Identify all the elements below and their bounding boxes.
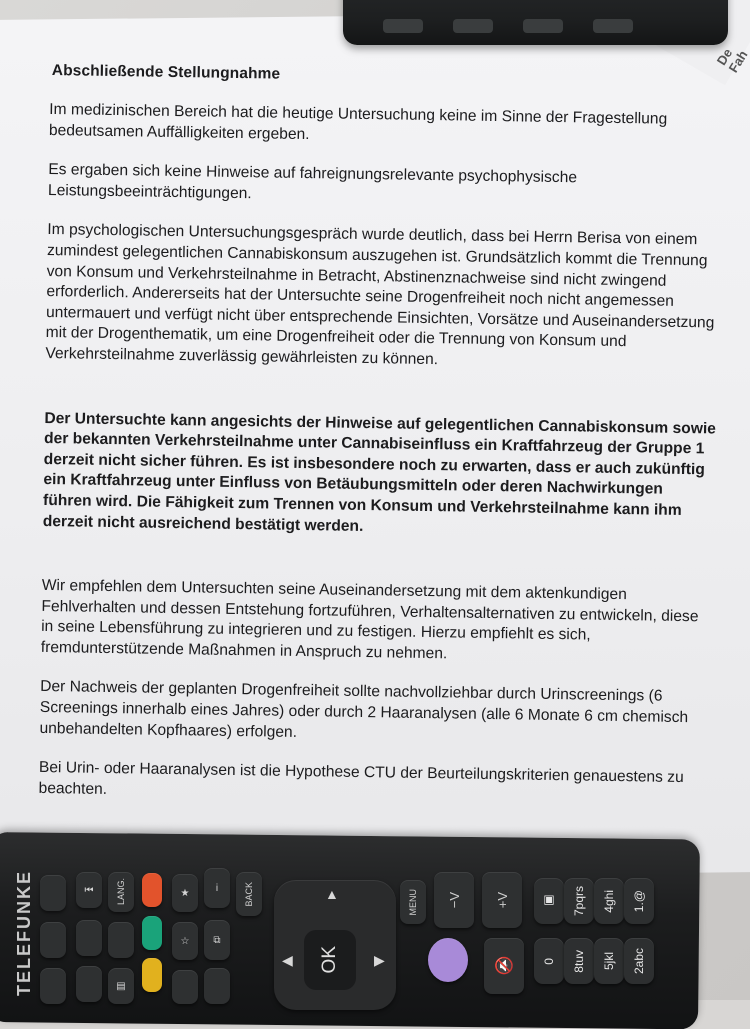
number-key-8[interactable] (564, 938, 594, 984)
yellow-button[interactable] (142, 958, 162, 992)
remote-button[interactable] (40, 922, 66, 958)
subtitle-button[interactable] (108, 968, 134, 1004)
mute-icon: 🔇 (494, 958, 514, 975)
top-remote-button (383, 19, 423, 33)
volume-up-label: +V (494, 891, 510, 909)
volume-up-button[interactable] (482, 872, 522, 928)
top-remote-button (523, 19, 563, 33)
back-button[interactable] (236, 872, 262, 916)
remote-button[interactable] (40, 968, 66, 1004)
star-search-icon: ☆ (180, 935, 190, 947)
number-key-label: 2abc (632, 947, 646, 975)
lang-label: LANG. (116, 878, 126, 906)
number-key-1[interactable] (624, 878, 654, 924)
number-key-label: 1.@ (632, 889, 646, 913)
document-heading: Abschließende Stellungnahme (51, 62, 281, 83)
subtitle-icon: ▤ (116, 980, 126, 992)
volume-down-button[interactable] (434, 872, 474, 928)
paragraph-conclusion: Der Untersuchte kann angesichts der Hinweise auf gelegentlichen Cannabiskonsum sowie der bekannten Verkehrsteilnahme unter Cannabiseinfluss ein Kraftfahrzeug der Gruppe 1 derzeit nicht sicher führen. Es ist insbesondere noch zu erwarten, dass er auch zukünftig ein Kraftfahrzeug unter Einfluss von Betäubungsmitteln oder deren Nachwirkungen führen wird. Die Fähigkeit zum Trennen von Konsum und Verkehrsteilnahme kann ihm derzeit nicht ausreichend bestätigt werden. (42, 409, 717, 535)
source-icon: ⧉ (213, 934, 221, 946)
paragraph-psychological: Im psychologischen Untersuchungsgespräch wurde deutlich, dass bei Herrn Berisa von einem zumindest gelegentlichen Cannabiskonsum auszugehen ist. Grundsätzlich kommt die Trennung von Konsum und Verkehrsteilnahme in Betracht, Abstinenznachweise sind nicht zwingend erforderlich. Andererseits hat der Untersuchte seine Drogenfreiheit noch nicht angemessen untermauert und verfügt nicht über entsprechende Einsichten, Vorsätze und Auseinandersetzung mit der Drogenthematik, um eine Drogenfreiheit oder die Trennung von Konsum und Verkehrsteilnahme zuverlässig gewährleisten zu können. (45, 221, 715, 369)
number-key-4[interactable] (594, 878, 624, 924)
number-key-7[interactable] (564, 878, 594, 924)
favorite-button[interactable] (172, 874, 198, 912)
top-remote-button (593, 19, 633, 33)
document-body (38, 62, 722, 829)
tv-icon: ▣ (542, 894, 556, 908)
info-label: i (215, 882, 219, 894)
arrow-left-icon[interactable]: ◀ (282, 952, 293, 968)
number-key-5[interactable] (594, 938, 624, 984)
menu-button[interactable] (400, 880, 426, 924)
paragraph-medical: Im medizinischen Bereich hat die heutige Untersuchung keine im Sinne der Fragestellung bedeutsamen Auffälligkeiten ergeben. (48, 100, 668, 143)
search-button[interactable] (172, 922, 198, 960)
number-key-label: 8tuv (572, 949, 586, 973)
arrow-right-icon[interactable]: ▶ (374, 952, 385, 968)
remote-button[interactable] (172, 970, 198, 1004)
ok-label: OK (319, 946, 340, 974)
paragraph-performance: Es ergaben sich keine Hinweise auf fahreignungsrelevante psychophysische Leistungsbeeinträchtigungen. (47, 161, 578, 202)
remote-button[interactable] (108, 922, 134, 958)
volume-down-label: −V (446, 891, 462, 909)
remote-button[interactable] (204, 968, 230, 1004)
top-remote-control (343, 0, 728, 45)
number-key-2[interactable] (624, 938, 654, 984)
paragraph-recommendation: Wir empfehlen dem Untersuchten seine Auseinandersetzung mit dem aktenkundigen Fehlverhalten und dessen Entstehung fortzuführen, Verhaltensalternativen zu entwickeln, diese in seine Lebensführung zu integrieren und zu festigen. Hierzu empfiehlt es sich, fremdunterstützende Maßnahmen in Anspruch zu nehmen. (40, 577, 699, 663)
red-button[interactable] (142, 873, 162, 907)
info-button[interactable] (204, 868, 230, 908)
number-key-label: 0 (542, 957, 556, 965)
tv-button[interactable] (534, 878, 564, 924)
paragraph-ctu-hypothesis: Bei Urin- oder Haaranalysen ist die Hypothese CTU der Beurteilungskriterien genauestens zu beachten. (38, 759, 684, 798)
green-button[interactable] (142, 916, 162, 950)
remote-brand-logo: TELEFUNKE (14, 870, 34, 996)
remote-button[interactable] (40, 875, 66, 911)
purple-button[interactable] (428, 938, 468, 982)
source-button[interactable] (204, 920, 230, 960)
corner-sheet-text: De Fah (713, 45, 750, 76)
number-key-0[interactable] (534, 938, 564, 984)
rewind-icon: ⏮ (84, 884, 94, 896)
rewind-button[interactable] (76, 872, 102, 908)
number-key-label: 4ghi (602, 889, 616, 913)
menu-label: MENU (408, 888, 418, 916)
mute-button[interactable] (484, 938, 524, 994)
remote-button[interactable] (76, 966, 102, 1002)
star-icon: ★ (180, 887, 190, 899)
remote-button[interactable] (76, 920, 102, 956)
top-remote-button (453, 19, 493, 33)
number-key-label: 7pqrs (572, 885, 586, 917)
arrow-up-icon[interactable]: ▲ (325, 886, 339, 902)
number-key-label: 5jkl (602, 951, 616, 970)
lang-button[interactable] (108, 872, 134, 912)
ok-button[interactable] (304, 930, 356, 990)
back-label: BACK (244, 881, 254, 907)
paragraph-drug-screening: Der Nachweis der geplanten Drogenfreiheit sollte nachvollziehbar durch Urinscreenings (6 Screenings innerhalb eines Jahres) oder durch 2 Haaranalysen (alle 6 Monate 6 cm chemisch unbehandelten Kopfhaares) erfolgen. (39, 678, 689, 741)
